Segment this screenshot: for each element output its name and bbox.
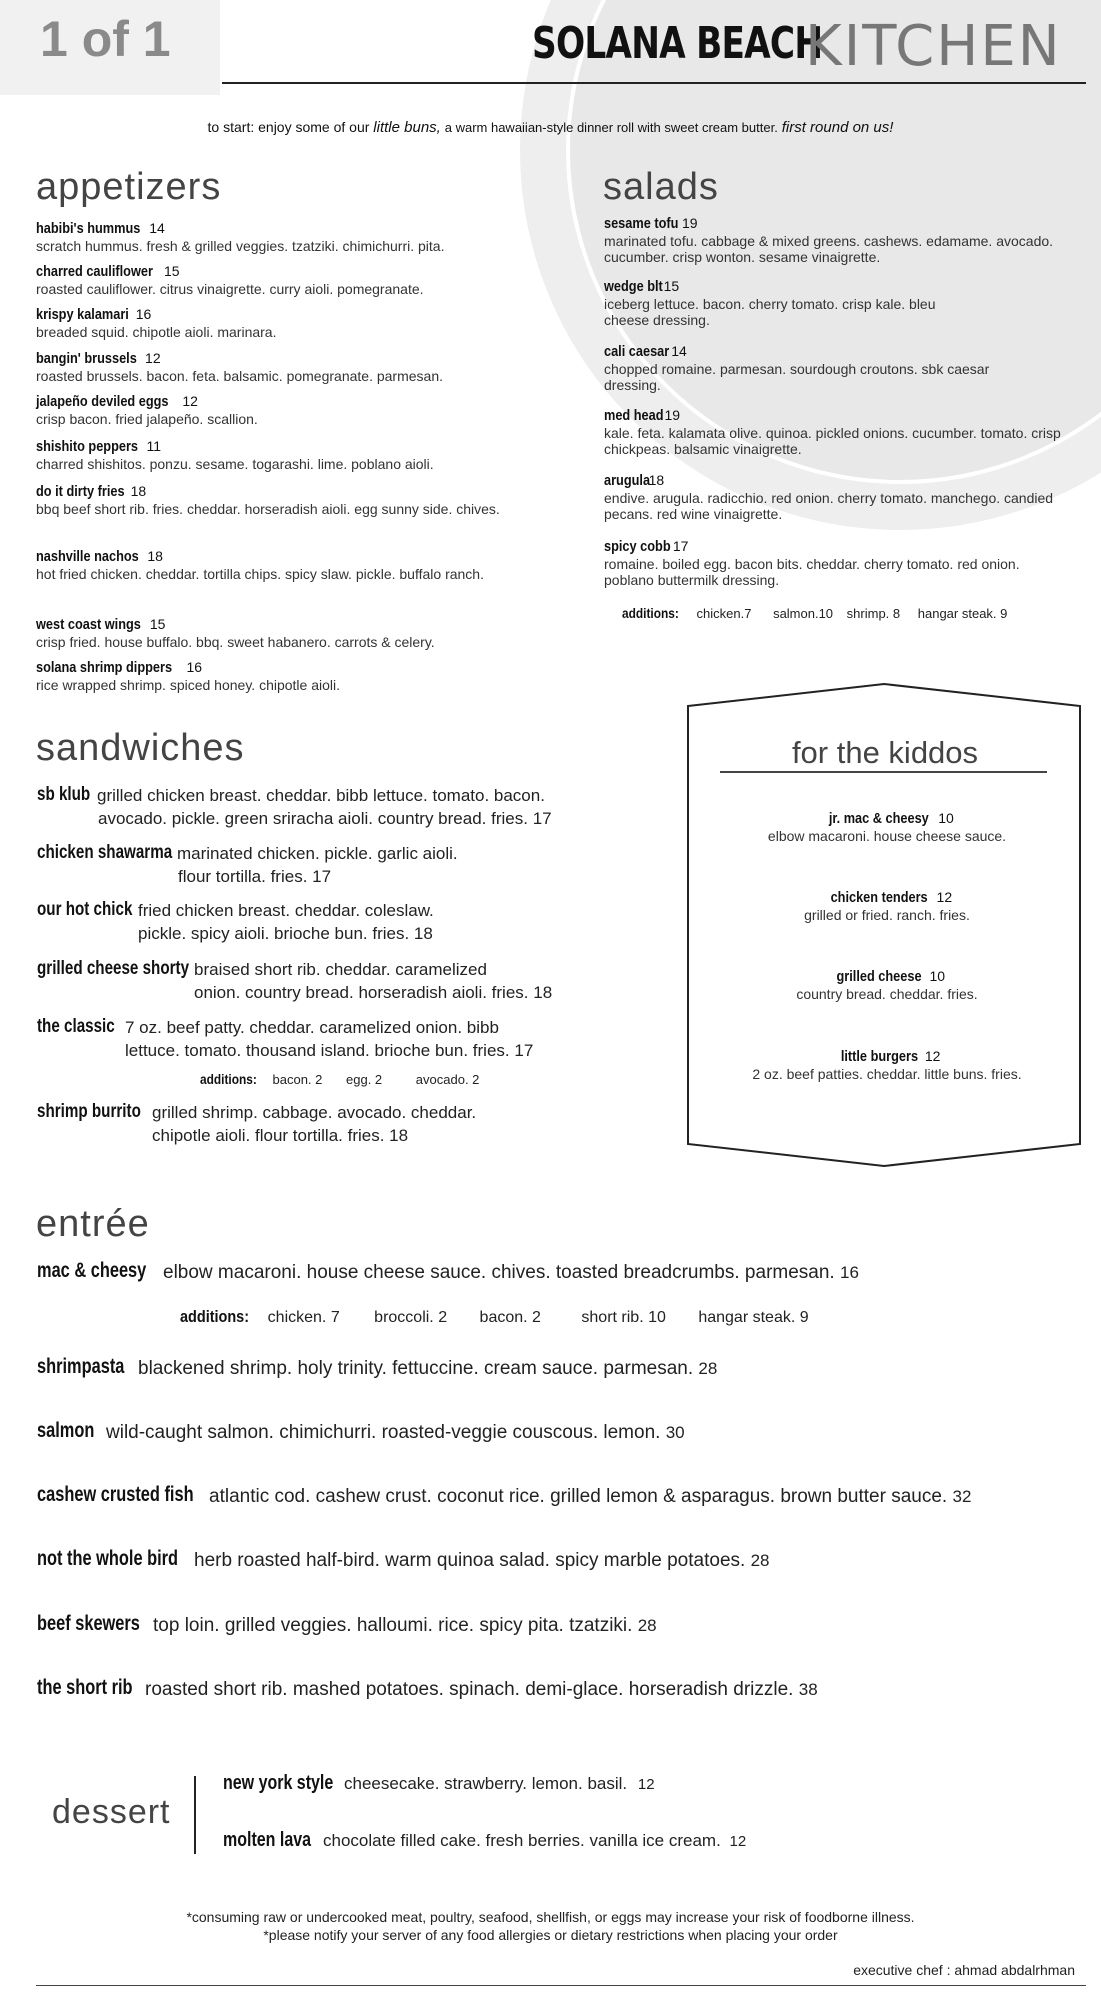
menu-item: [604, 407, 1084, 457]
item-desc-text: elbow macaroni. house cheese sauce. chives. toasted breadcrumbs. parmesan.: [163, 1262, 835, 1283]
appetizers-title: appetizers: [36, 166, 222, 208]
item-name: shrimpasta: [37, 1355, 125, 1378]
item-price: 12: [145, 350, 161, 366]
item-price: 28: [637, 1616, 657, 1635]
item-desc: crisp bacon. fried jalapeño. scallion.: [36, 411, 258, 427]
item-desc-line2: [194, 981, 552, 1004]
item-desc-line2: [98, 807, 552, 830]
item-name: sb klub: [37, 784, 91, 805]
item-desc: [209, 1486, 971, 1508]
item-desc-line1: grilled shrimp. cabbage. avocado. cheddar.: [152, 1103, 477, 1122]
item-name: habibi's hummus: [36, 220, 141, 237]
kids-item: [687, 1048, 1087, 1082]
item-price: 15: [164, 263, 180, 279]
item-price: 12: [637, 1776, 655, 1793]
item-desc: country bread. cheddar. fries.: [796, 986, 978, 1002]
item-name: grilled cheese: [836, 968, 922, 985]
item-desc-line1: braised short rib. cheddar. caramelized: [194, 960, 487, 979]
sandwich-item: [37, 899, 677, 945]
item-name: solana shrimp dippers: [36, 659, 173, 676]
item-desc-line2: [152, 1124, 408, 1147]
dessert-item: [223, 1772, 655, 1795]
entree-item: [37, 1612, 657, 1636]
item-price: 19: [664, 407, 681, 423]
footer-rule: [36, 1985, 1086, 1986]
menu-item: [604, 538, 1084, 588]
item-price: 12: [729, 1833, 747, 1850]
item-desc: roasted cauliflower. citrus vinaigrette. curry aioli. pomegranate.: [36, 281, 424, 297]
entree-item: [37, 1483, 972, 1507]
kids-item: [687, 810, 1087, 844]
item-desc-line1: fried chicken breast. cheddar. coleslaw.: [138, 901, 434, 920]
addition-option: bacon. 2: [479, 1309, 541, 1326]
menu-item: [36, 263, 556, 297]
item-name: the short rib: [37, 1676, 133, 1699]
menu-item: [36, 616, 556, 650]
item-price: 15: [663, 278, 680, 294]
menu-item: [36, 306, 556, 340]
item-name: mac & cheesy: [37, 1259, 147, 1282]
footer-allergy-note: *please notify your server of any food allergies or dietary restrictions when placing your order: [263, 1927, 838, 1943]
addition-option: egg. 2: [346, 1072, 383, 1087]
sandwich-item: [37, 958, 677, 1004]
item-name: shrimp burrito: [37, 1101, 141, 1122]
item-name: salmon: [37, 1419, 95, 1442]
sandwich-additions: [200, 1071, 479, 1087]
additions-label: additions:: [200, 1071, 257, 1087]
item-price: 12: [924, 1048, 941, 1064]
item-desc: charred shishitos. ponzu. sesame. togarashi. lime. poblano aioli.: [36, 456, 434, 472]
item-name: shishito peppers: [36, 438, 139, 455]
item-desc-line2: [178, 865, 331, 888]
menu-item: [36, 220, 556, 254]
item-desc-text: roasted short rib. mashed potatoes. spinach. demi-glace. horseradish drizzle.: [145, 1679, 794, 1700]
item-price: 18: [389, 1126, 409, 1145]
item-desc: endive. arugula. radicchio. red onion. cherry tomato. manchego. candied pecans. red wine vinaigrette.: [604, 490, 1054, 522]
menu-item: [36, 438, 556, 472]
item-desc: romaine. boiled egg. bacon bits. cheddar. cherry tomato. red onion. poblano buttermilk dressing.: [604, 556, 1020, 588]
item-desc-text: blackened shrimp. holy trinity. fettuccine. cream sauce. parmesan.: [138, 1358, 694, 1379]
intro-highlight: little buns,: [373, 119, 441, 136]
item-name: west coast wings: [36, 616, 141, 633]
menu-item: [36, 350, 556, 384]
item-name: wedge blt: [604, 278, 663, 295]
item-desc: bbq beef short rib. fries. cheddar. horseradish aioli. egg sunny side. chives.: [36, 501, 500, 517]
item-name: cali caesar: [604, 343, 670, 360]
item-desc: [145, 1679, 818, 1701]
menu-item: [36, 483, 556, 517]
brand-logo: [532, 14, 1062, 79]
menu-item: [604, 472, 1084, 522]
item-desc-line2-text: avocado. pickle. green sriracha aioli. country bread. fries.: [98, 809, 528, 828]
item-name: arugula: [604, 472, 651, 489]
item-desc: 2 oz. beef patties. cheddar. little buns. fries.: [752, 1066, 1022, 1082]
item-price: 16: [135, 306, 152, 322]
item-desc-text: top loin. grilled veggies. halloumi. rice. spicy pita. tzatziki.: [153, 1615, 633, 1636]
item-desc: hot fried chicken. cheddar. tortilla chips. spicy slaw. pickle. buffalo ranch.: [36, 566, 484, 582]
item-name: do it dirty fries: [36, 483, 125, 500]
item-price: 32: [952, 1487, 972, 1506]
salad-additions: [622, 605, 1007, 621]
item-name: not the whole bird: [37, 1547, 179, 1570]
item-name: spicy cobb: [604, 538, 671, 555]
item-price: 15: [149, 616, 166, 632]
item-desc-text: atlantic cod. cashew crust. coconut rice. grilled lemon & asparagus. brown butter sauce.: [209, 1486, 948, 1507]
item-desc: [344, 1774, 655, 1794]
item-desc-line2: [138, 922, 433, 945]
intro-middle: a warm hawaiian-style dinner roll with sweet cream butter.: [444, 120, 778, 135]
item-desc: grilled or fried. ranch. fries.: [804, 907, 970, 923]
item-desc: iceberg lettuce. bacon. cherry tomato. crisp kale. bleu cheese dressing.: [604, 296, 936, 328]
executive-chef: executive chef : ahmad abdalrhman: [853, 1962, 1075, 1978]
item-price: 28: [750, 1551, 770, 1570]
item-name: beef skewers: [37, 1612, 140, 1635]
entree-item: [37, 1355, 718, 1379]
item-desc: [163, 1262, 859, 1284]
item-price: 28: [698, 1359, 718, 1378]
item-price: 19: [682, 215, 698, 231]
addition-option: hangar steak. 9: [917, 606, 1008, 621]
item-name: jr. mac & cheesy: [829, 810, 929, 827]
item-desc-line2-text: onion. country bread. horseradish aioli. fries.: [194, 983, 529, 1002]
item-price: 14: [671, 343, 687, 359]
entree-item: [37, 1547, 770, 1571]
header-rule: [222, 82, 1086, 84]
item-price: 12: [182, 393, 198, 409]
item-desc-line1: marinated chicken. pickle. garlic aioli.: [177, 844, 458, 863]
dessert-title: dessert: [52, 1793, 171, 1831]
sandwich-item: [37, 1016, 677, 1062]
item-desc: [323, 1831, 746, 1851]
menu-item: [36, 393, 556, 427]
item-name: chicken tenders: [830, 889, 928, 906]
item-desc: rice wrapped shrimp. spiced honey. chipotle aioli.: [36, 677, 341, 693]
brand-bold: SOLANA BEACH: [532, 18, 823, 69]
item-desc: crisp fried. house buffalo. bbq. sweet habanero. carrots & celery.: [36, 634, 435, 650]
item-price: 16: [839, 1263, 859, 1282]
item-price: 16: [186, 659, 203, 675]
item-price: 17: [672, 538, 689, 554]
item-desc-line1: grilled chicken breast. cheddar. bibb lettuce. tomato. bacon.: [97, 786, 545, 805]
item-name: krispy kalamari: [36, 306, 129, 323]
item-desc: roasted brussels. bacon. feta. balsamic. pomegranate. parmesan.: [36, 368, 443, 384]
item-price: 14: [149, 220, 165, 236]
entree-item: [37, 1419, 685, 1443]
item-price: 10: [938, 810, 954, 826]
entree-additions: [180, 1307, 809, 1327]
item-price: 18: [648, 472, 665, 488]
kids-item: [687, 968, 1087, 1002]
item-desc: [106, 1422, 685, 1444]
item-price: 38: [798, 1680, 818, 1699]
item-desc-text: wild-caught salmon. chimichurri. roasted-veggie couscous. lemon.: [106, 1422, 661, 1443]
additions-label: additions:: [180, 1307, 250, 1326]
kids-item: [687, 889, 1087, 923]
item-price: 18: [147, 548, 163, 564]
addition-option: shrimp. 8: [846, 606, 901, 621]
item-name: our hot chick: [37, 899, 133, 920]
intro-line: [0, 119, 1101, 136]
item-price: 12: [936, 889, 953, 905]
item-name: molten lava: [223, 1829, 312, 1851]
menu-item: [604, 278, 1084, 328]
dessert-item: [223, 1829, 747, 1852]
item-price: 18: [413, 924, 433, 943]
item-desc-text: chocolate filled cake. fresh berries. vanilla ice cream.: [323, 1831, 721, 1850]
menu-item: [604, 343, 1084, 393]
item-name: little burgers: [840, 1048, 918, 1065]
item-price: 17: [514, 1041, 534, 1060]
page-indicator: 1 of 1: [0, 0, 220, 95]
entree-item: [37, 1676, 818, 1700]
item-desc: breaded squid. chipotle aioli. marinara.: [36, 324, 277, 340]
item-name: bangin' brussels: [36, 350, 137, 367]
sandwiches-title: sandwiches: [36, 727, 245, 769]
salads-title: salads: [603, 166, 719, 208]
item-desc-line2: [125, 1039, 533, 1062]
intro-tail: first round on us!: [781, 119, 894, 136]
item-price: 11: [146, 438, 162, 454]
menu-item: [604, 215, 1084, 265]
item-price: 30: [665, 1423, 685, 1442]
item-name: charred cauliflower: [36, 263, 153, 280]
item-desc-line1: 7 oz. beef patty. cheddar. caramelized onion. bibb: [125, 1018, 499, 1037]
kids-title: for the kiddos: [791, 735, 979, 770]
item-price: 18: [533, 983, 553, 1002]
item-desc: marinated tofu. cabbage & mixed greens. cashews. edamame. avocado. cucumber. crisp wonton. sesame vinaigrette.: [604, 233, 1054, 265]
entree-title: entrée: [36, 1203, 150, 1245]
addition-option: avocado. 2: [415, 1072, 480, 1087]
addition-option: chicken. 7: [267, 1309, 340, 1326]
item-desc: [138, 1358, 717, 1380]
entree-item: [37, 1259, 859, 1283]
item-desc-text: herb roasted half-bird. warm quinoa salad. spicy marble potatoes.: [194, 1550, 746, 1571]
item-name: cashew crusted fish: [37, 1483, 194, 1506]
addition-option: hangar steak. 9: [698, 1309, 809, 1326]
item-desc-line2-text: lettuce. tomato. thousand island. brioche bun. fries.: [125, 1041, 510, 1060]
kids-title-rule: [720, 771, 1047, 773]
item-price: 18: [130, 483, 147, 499]
addition-option: salmon.10: [773, 606, 834, 621]
item-desc: kale. feta. kalamata olive. quinoa. pickled onions. cucumber. tomato. crisp chickpeas. balsamic vinaigrette.: [604, 425, 1061, 457]
item-name: med head: [604, 407, 664, 424]
item-price: 10: [929, 968, 946, 984]
addition-option: chicken.7: [696, 606, 752, 621]
item-desc-line2-text: pickle. spicy aioli. brioche bun. fries.: [138, 924, 410, 943]
item-desc: chopped romaine. parmesan. sourdough croutons. sbk caesar dressing.: [604, 361, 990, 393]
footer-disclaimer: *consuming raw or undercooked meat, poultry, seafood, shellfish, or eggs may increase your risk of foodborne illness.: [186, 1909, 915, 1925]
brand-thin: KITCHEN: [805, 14, 1062, 79]
item-price: 17: [532, 809, 552, 828]
addition-option: short rib. 10: [581, 1309, 666, 1326]
sandwich-item: [37, 784, 677, 830]
sandwich-item: [37, 1101, 677, 1147]
item-desc: [153, 1615, 657, 1637]
item-name: the classic: [37, 1016, 115, 1037]
intro-lead: to start: enjoy some of our: [207, 119, 370, 135]
item-desc-line2-text: chipotle aioli. flour tortilla. fries.: [152, 1126, 385, 1145]
addition-option: bacon. 2: [272, 1072, 323, 1087]
item-desc-line2-text: flour tortilla. fries.: [178, 867, 308, 886]
menu-item: [36, 548, 556, 582]
addition-option: broccoli. 2: [374, 1309, 448, 1326]
menu-item: [36, 659, 556, 693]
item-desc: elbow macaroni. house cheese sauce.: [767, 828, 1007, 844]
item-name: nashville nachos: [36, 548, 139, 565]
item-desc: [194, 1550, 770, 1572]
item-name: new york style: [223, 1772, 334, 1794]
dessert-divider: [194, 1776, 196, 1854]
item-price: 17: [312, 867, 332, 886]
item-desc-text: cheesecake. strawberry. lemon. basil.: [344, 1774, 628, 1793]
item-desc: scratch hummus. fresh & grilled veggies. tzatziki. chimichurri. pita.: [36, 238, 445, 254]
item-name: chicken shawarma: [37, 842, 173, 863]
item-name: sesame tofu: [604, 215, 679, 232]
item-name: grilled cheese shorty: [37, 958, 190, 979]
additions-label: additions:: [622, 605, 679, 621]
item-name: jalapeño deviled eggs: [36, 393, 169, 410]
sandwich-item: [37, 842, 677, 888]
